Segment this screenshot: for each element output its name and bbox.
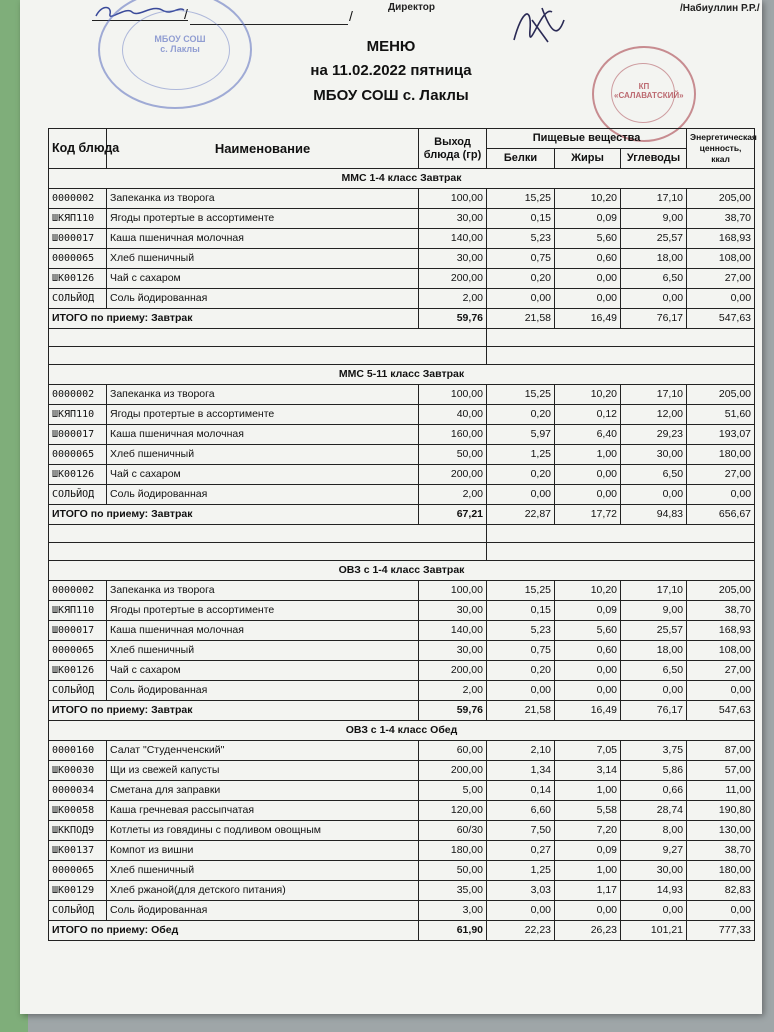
dish-fats: 1,00 [555, 861, 621, 881]
total-proteins: 22,23 [487, 921, 555, 941]
dish-fats: 0,09 [555, 841, 621, 861]
dish-energy: 193,07 [687, 425, 755, 445]
dish-fats: 1,00 [555, 781, 621, 801]
dish-energy: 87,00 [687, 741, 755, 761]
dish-name: Соль йодированная [107, 485, 419, 505]
dish-fats: 7,20 [555, 821, 621, 841]
dish-row [49, 821, 755, 841]
dish-fats: 5,60 [555, 621, 621, 641]
section-header-row [49, 365, 755, 385]
dish-proteins: 1,25 [487, 445, 555, 465]
menu-document [20, 0, 762, 1014]
dish-fats: 0,00 [555, 681, 621, 701]
dish-proteins: 0,75 [487, 249, 555, 269]
dish-output: 2,00 [419, 681, 487, 701]
total-energy: 656,67 [687, 505, 755, 525]
dish-name: Соль йодированная [107, 289, 419, 309]
dish-carbs: 3,75 [621, 741, 687, 761]
dish-carbs: 29,23 [621, 425, 687, 445]
section-title: ММС 5-11 класс Завтрак [49, 365, 755, 385]
dish-proteins: 3,03 [487, 881, 555, 901]
dish-proteins: 0,27 [487, 841, 555, 861]
column-code: Код блюда [49, 129, 107, 169]
dish-fats: 0,09 [555, 601, 621, 621]
dish-row [49, 405, 755, 425]
dish-fats: 0,00 [555, 465, 621, 485]
dish-energy: 0,00 [687, 289, 755, 309]
dish-name: Чай с сахаром [107, 269, 419, 289]
dish-output: 100,00 [419, 189, 487, 209]
dish-proteins: 5,97 [487, 425, 555, 445]
dish-carbs: 0,66 [621, 781, 687, 801]
dish-code: ШКЯП110 [49, 601, 107, 621]
dish-output: 140,00 [419, 229, 487, 249]
dish-output: 100,00 [419, 581, 487, 601]
dish-energy: 0,00 [687, 485, 755, 505]
total-fats: 16,49 [555, 309, 621, 329]
dish-row [49, 425, 755, 445]
dish-output: 160,00 [419, 425, 487, 445]
dish-code: 0000002 [49, 581, 107, 601]
dish-energy: 205,00 [687, 581, 755, 601]
column-name: Наименование [107, 129, 419, 169]
dish-energy: 0,00 [687, 681, 755, 701]
total-energy: 777,33 [687, 921, 755, 941]
dish-energy: 51,60 [687, 405, 755, 425]
dish-output: 2,00 [419, 289, 487, 309]
section-title: ОВЗ с 1-4 класс Обед [49, 721, 755, 741]
dish-row [49, 189, 755, 209]
dish-energy: 38,70 [687, 601, 755, 621]
dish-output: 200,00 [419, 661, 487, 681]
menu-date: на 11.02.2022 пятница [310, 62, 472, 79]
dish-name: Хлеб пшеничный [107, 249, 419, 269]
dish-name: Хлеб пшеничный [107, 445, 419, 465]
dish-row [49, 249, 755, 269]
dish-fats: 0,09 [555, 209, 621, 229]
dish-energy: 27,00 [687, 269, 755, 289]
total-proteins: 22,87 [487, 505, 555, 525]
dish-fats: 5,58 [555, 801, 621, 821]
total-carbs: 94,83 [621, 505, 687, 525]
head-name: /Набиуллин Р.Р./ [680, 3, 760, 14]
total-row [49, 701, 755, 721]
dish-code: Ш000017 [49, 621, 107, 641]
dish-carbs: 9,27 [621, 841, 687, 861]
dish-proteins: 0,20 [487, 405, 555, 425]
dish-code: 0000065 [49, 641, 107, 661]
total-label: ИТОГО по приему: Завтрак [49, 701, 419, 721]
section-title: ОВЗ с 1-4 класс Завтрак [49, 561, 755, 581]
column-fats: Жиры [555, 149, 621, 169]
dish-proteins: 0,15 [487, 601, 555, 621]
total-carbs: 76,17 [621, 701, 687, 721]
column-energy: Энергетическая ценность, ккал [687, 129, 755, 169]
dish-fats: 0,00 [555, 661, 621, 681]
dish-row [49, 465, 755, 485]
dish-code: 0000065 [49, 249, 107, 269]
total-fats: 16,49 [555, 701, 621, 721]
dish-carbs: 25,57 [621, 229, 687, 249]
section-header-row [49, 169, 755, 189]
dish-code: 0000065 [49, 861, 107, 881]
dish-energy: 168,93 [687, 229, 755, 249]
dish-proteins: 7,50 [487, 821, 555, 841]
dish-carbs: 0,00 [621, 681, 687, 701]
dish-output: 30,00 [419, 249, 487, 269]
blank-row [49, 347, 755, 365]
dish-carbs: 30,00 [621, 445, 687, 465]
dish-output: 3,00 [419, 901, 487, 921]
dish-code: ШК00030 [49, 761, 107, 781]
dish-row [49, 801, 755, 821]
dish-code: ШКЯП110 [49, 209, 107, 229]
dish-output: 140,00 [419, 621, 487, 641]
total-row [49, 505, 755, 525]
stamp-left-text: МБОУ СОШ с. Лаклы [154, 34, 206, 54]
dish-fats: 1,00 [555, 445, 621, 465]
dish-name: Салат "Студенченский" [107, 741, 419, 761]
dish-code: 0000034 [49, 781, 107, 801]
dish-code: ШК00126 [49, 465, 107, 485]
dish-fats: 10,20 [555, 581, 621, 601]
dish-row [49, 741, 755, 761]
dish-carbs: 9,00 [621, 601, 687, 621]
dish-energy: 27,00 [687, 465, 755, 485]
dish-carbs: 0,00 [621, 901, 687, 921]
dish-code: ШККПОД9 [49, 821, 107, 841]
section-header-row [49, 561, 755, 581]
dish-fats: 0,00 [555, 485, 621, 505]
dish-proteins: 0,00 [487, 681, 555, 701]
total-row [49, 309, 755, 329]
dish-output: 30,00 [419, 641, 487, 661]
dish-output: 35,00 [419, 881, 487, 901]
dish-fats: 7,05 [555, 741, 621, 761]
dish-name: Ягоды протертые в ассортименте [107, 405, 419, 425]
dish-name: Чай с сахаром [107, 661, 419, 681]
total-energy: 547,63 [687, 701, 755, 721]
dish-fats: 0,60 [555, 641, 621, 661]
dish-name: Каша гречневая рассыпчатая [107, 801, 419, 821]
dish-name: Сметана для заправки [107, 781, 419, 801]
total-energy: 547,63 [687, 309, 755, 329]
dish-energy: 27,00 [687, 661, 755, 681]
dish-name: Каша пшеничная молочная [107, 229, 419, 249]
dish-name: Компот из вишни [107, 841, 419, 861]
dish-carbs: 0,00 [621, 289, 687, 309]
dish-proteins: 15,25 [487, 385, 555, 405]
total-row [49, 921, 755, 941]
dish-row [49, 581, 755, 601]
dish-code: ШК00126 [49, 661, 107, 681]
total-label: ИТОГО по приему: Обед [49, 921, 419, 941]
dish-row [49, 289, 755, 309]
dish-carbs: 18,00 [621, 641, 687, 661]
dish-fats: 0,00 [555, 269, 621, 289]
dish-carbs: 17,10 [621, 189, 687, 209]
dish-energy: 180,00 [687, 445, 755, 465]
dish-fats: 3,14 [555, 761, 621, 781]
dish-row [49, 641, 755, 661]
dish-fats: 1,17 [555, 881, 621, 901]
total-label: ИТОГО по приему: Завтрак [49, 309, 419, 329]
dish-energy: 38,70 [687, 841, 755, 861]
dish-output: 60,00 [419, 741, 487, 761]
dish-name: Каша пшеничная молочная [107, 621, 419, 641]
dish-row [49, 661, 755, 681]
slash-mark: / [184, 6, 188, 22]
dish-output: 100,00 [419, 385, 487, 405]
dish-output: 30,00 [419, 209, 487, 229]
dish-output: 200,00 [419, 761, 487, 781]
dish-proteins: 0,20 [487, 465, 555, 485]
total-output: 59,76 [419, 701, 487, 721]
dish-carbs: 5,86 [621, 761, 687, 781]
dish-row [49, 601, 755, 621]
dish-carbs: 6,50 [621, 661, 687, 681]
blank-row [49, 543, 755, 561]
dish-carbs: 30,00 [621, 861, 687, 881]
dish-proteins: 5,23 [487, 621, 555, 641]
dish-carbs: 17,10 [621, 581, 687, 601]
dish-row [49, 681, 755, 701]
dish-carbs: 12,00 [621, 405, 687, 425]
dish-proteins: 6,60 [487, 801, 555, 821]
dish-energy: 57,00 [687, 761, 755, 781]
dish-code: СОЛЬЙОД [49, 289, 107, 309]
dish-energy: 205,00 [687, 385, 755, 405]
total-carbs: 101,21 [621, 921, 687, 941]
dish-energy: 108,00 [687, 641, 755, 661]
dish-row [49, 621, 755, 641]
dish-row [49, 269, 755, 289]
director-label: Директор [388, 2, 435, 13]
dish-code: ШК00129 [49, 881, 107, 901]
dish-proteins: 15,25 [487, 581, 555, 601]
dish-output: 60/30 [419, 821, 487, 841]
column-output: Выход блюда (гр) [419, 129, 487, 169]
column-nutrients: Пищевые вещества [487, 129, 687, 149]
section-header-row [49, 721, 755, 741]
dish-name: Запеканка из творога [107, 385, 419, 405]
dish-code: СОЛЬЙОД [49, 901, 107, 921]
stamp-right-text: КП «САЛАВАТСКИЙ» [614, 82, 684, 100]
dish-code: ШК00058 [49, 801, 107, 821]
dish-proteins: 0,20 [487, 269, 555, 289]
dish-row [49, 881, 755, 901]
dish-carbs: 8,00 [621, 821, 687, 841]
total-output: 61,90 [419, 921, 487, 941]
dish-code: ШКЯП110 [49, 405, 107, 425]
dish-name: Запеканка из творога [107, 581, 419, 601]
dish-fats: 0,00 [555, 289, 621, 309]
dish-fats: 0,12 [555, 405, 621, 425]
dish-code: СОЛЬЙОД [49, 681, 107, 701]
dish-proteins: 5,23 [487, 229, 555, 249]
dish-name: Котлеты из говядины с подливом овощным [107, 821, 419, 841]
dish-code: ШК00126 [49, 269, 107, 289]
blank-row [49, 329, 755, 347]
dish-row [49, 761, 755, 781]
dish-energy: 168,93 [687, 621, 755, 641]
dish-output: 200,00 [419, 269, 487, 289]
dish-output: 120,00 [419, 801, 487, 821]
dish-code: 0000065 [49, 445, 107, 465]
dish-output: 50,00 [419, 861, 487, 881]
dish-name: Соль йодированная [107, 681, 419, 701]
dish-code: 0000002 [49, 189, 107, 209]
dish-code: 0000002 [49, 385, 107, 405]
dish-code: 0000160 [49, 741, 107, 761]
school-name: МБОУ СОШ с. Лаклы [313, 87, 469, 104]
dish-row [49, 209, 755, 229]
dish-fats: 0,00 [555, 901, 621, 921]
dish-name: Хлеб ржаной(для детского питания) [107, 881, 419, 901]
dish-row [49, 445, 755, 465]
dish-row [49, 781, 755, 801]
dish-name: Ягоды протертые в ассортименте [107, 209, 419, 229]
dish-row [49, 485, 755, 505]
dish-fats: 5,60 [555, 229, 621, 249]
total-label: ИТОГО по приему: Завтрак [49, 505, 419, 525]
dish-proteins: 0,15 [487, 209, 555, 229]
dish-name: Запеканка из творога [107, 189, 419, 209]
menu-title: МЕНЮ [366, 38, 416, 55]
section-title: ММС 1-4 класс Завтрак [49, 169, 755, 189]
dish-proteins: 2,10 [487, 741, 555, 761]
dish-output: 50,00 [419, 445, 487, 465]
dish-carbs: 17,10 [621, 385, 687, 405]
dish-proteins: 0,14 [487, 781, 555, 801]
dish-energy: 130,00 [687, 821, 755, 841]
total-output: 59,76 [419, 309, 487, 329]
dish-proteins: 15,25 [487, 189, 555, 209]
dish-code: СОЛЬЙОД [49, 485, 107, 505]
dish-energy: 0,00 [687, 901, 755, 921]
dish-row [49, 841, 755, 861]
dish-carbs: 28,74 [621, 801, 687, 821]
dish-fats: 6,40 [555, 425, 621, 445]
dish-row [49, 385, 755, 405]
dish-output: 30,00 [419, 601, 487, 621]
dish-name: Соль йодированная [107, 901, 419, 921]
dish-proteins: 0,00 [487, 289, 555, 309]
menu-table [48, 128, 755, 941]
dish-output: 180,00 [419, 841, 487, 861]
dish-proteins: 0,75 [487, 641, 555, 661]
total-fats: 17,72 [555, 505, 621, 525]
total-proteins: 21,58 [487, 701, 555, 721]
slash-mark: / [349, 8, 353, 24]
blank-row [49, 525, 755, 543]
dish-name: Каша пшеничная молочная [107, 425, 419, 445]
dish-row [49, 901, 755, 921]
menu-body [49, 169, 755, 941]
dish-energy: 205,00 [687, 189, 755, 209]
dish-code: Ш000017 [49, 425, 107, 445]
dish-energy: 180,00 [687, 861, 755, 881]
dish-output: 2,00 [419, 485, 487, 505]
dish-carbs: 14,93 [621, 881, 687, 901]
dish-fats: 10,20 [555, 385, 621, 405]
dish-proteins: 1,34 [487, 761, 555, 781]
dish-proteins: 1,25 [487, 861, 555, 881]
total-output: 67,21 [419, 505, 487, 525]
dish-energy: 190,80 [687, 801, 755, 821]
dish-proteins: 0,20 [487, 661, 555, 681]
dish-carbs: 18,00 [621, 249, 687, 269]
dish-name: Щи из свежей капусты [107, 761, 419, 781]
dish-energy: 38,70 [687, 209, 755, 229]
dish-fats: 10,20 [555, 189, 621, 209]
dish-energy: 11,00 [687, 781, 755, 801]
dish-row [49, 861, 755, 881]
dish-carbs: 6,50 [621, 269, 687, 289]
dish-output: 5,00 [419, 781, 487, 801]
total-carbs: 76,17 [621, 309, 687, 329]
dish-carbs: 9,00 [621, 209, 687, 229]
dish-carbs: 25,57 [621, 621, 687, 641]
total-proteins: 21,58 [487, 309, 555, 329]
column-carbs: Углеводы [621, 149, 687, 169]
dish-carbs: 0,00 [621, 485, 687, 505]
dish-code: Ш000017 [49, 229, 107, 249]
dish-name: Чай с сахаром [107, 465, 419, 485]
dish-fats: 0,60 [555, 249, 621, 269]
column-proteins: Белки [487, 149, 555, 169]
total-fats: 26,23 [555, 921, 621, 941]
dish-row [49, 229, 755, 249]
dish-name: Хлеб пшеничный [107, 861, 419, 881]
dish-proteins: 0,00 [487, 901, 555, 921]
dish-carbs: 6,50 [621, 465, 687, 485]
dish-code: ШК00137 [49, 841, 107, 861]
dish-energy: 82,83 [687, 881, 755, 901]
dish-output: 40,00 [419, 405, 487, 425]
dish-name: Хлеб пшеничный [107, 641, 419, 661]
dish-output: 200,00 [419, 465, 487, 485]
dish-name: Ягоды протертые в ассортименте [107, 601, 419, 621]
dish-proteins: 0,00 [487, 485, 555, 505]
dish-energy: 108,00 [687, 249, 755, 269]
